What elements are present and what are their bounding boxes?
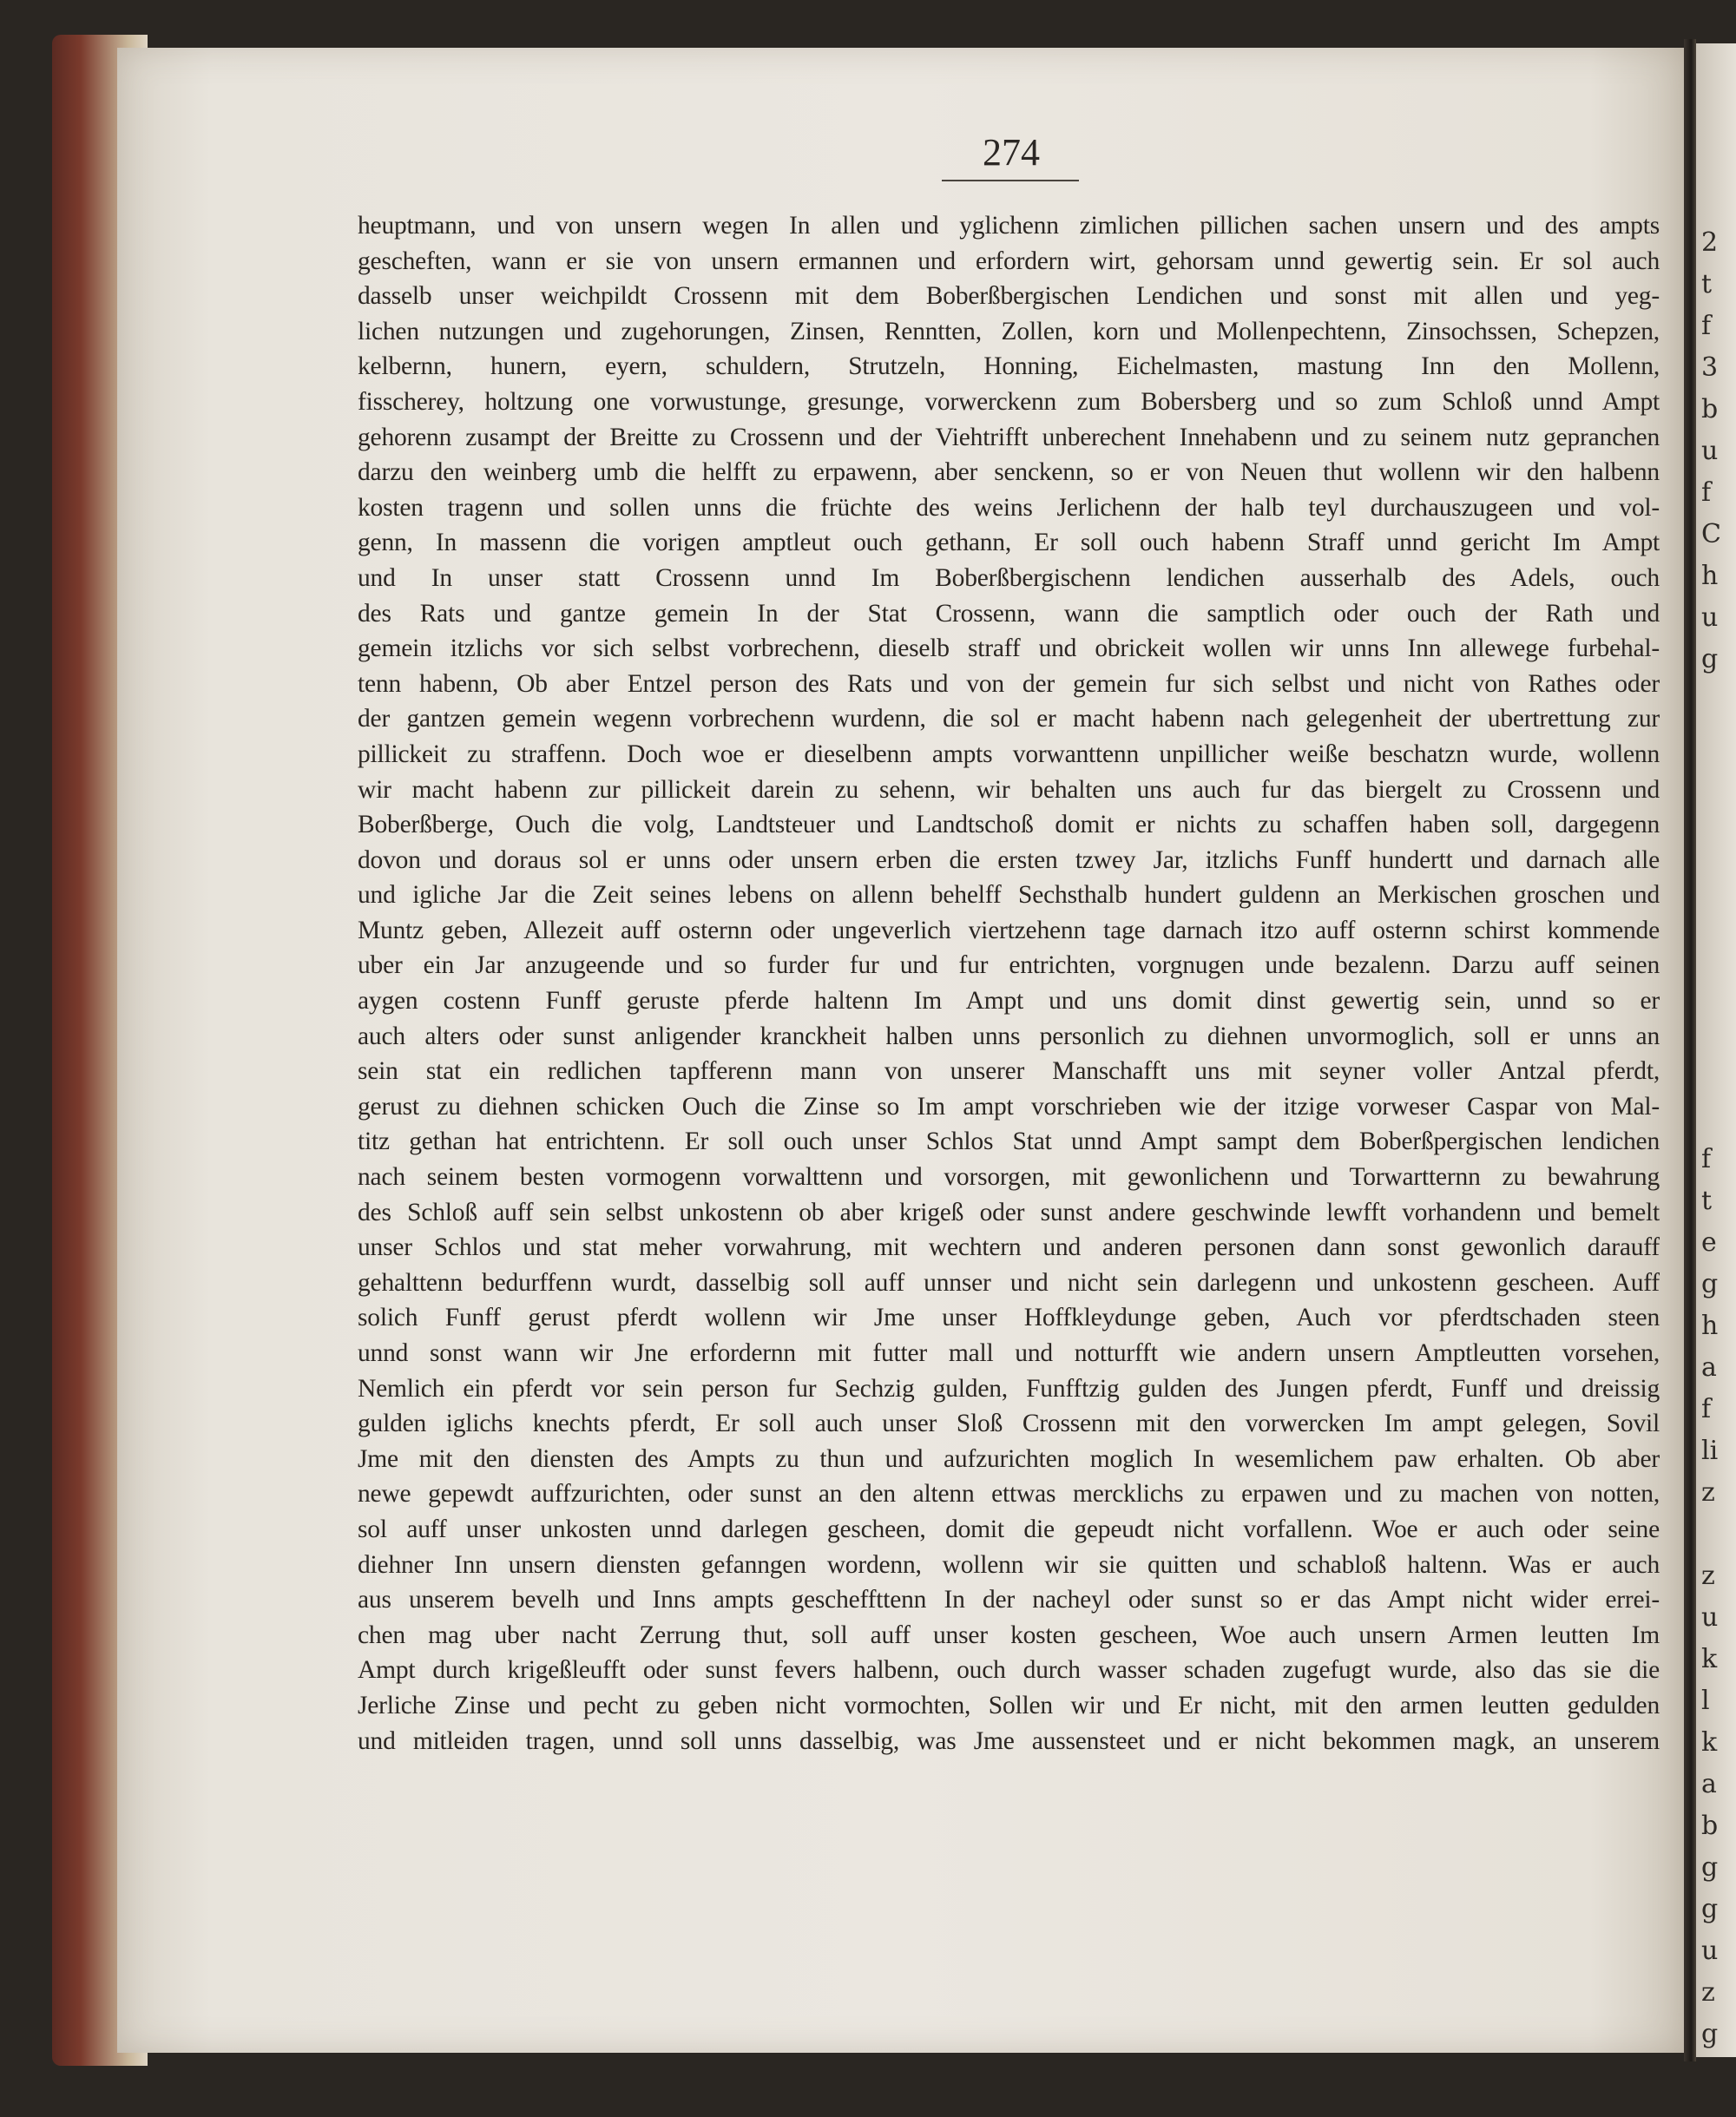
facing-page-fragment: g	[1701, 1852, 1719, 1883]
facing-page-edge	[1696, 43, 1736, 2057]
text-line: tenn habenn, Ob aber Entzel person des Rats und von der gemein fur sich selbst und nicht von Rathes oder	[358, 669, 1660, 698]
text-line: titz gethan hat entrichtenn. Er soll ouch unser Schlos Stat unnd Ampt sampt dem Boberßpergischen lendichen	[358, 1128, 1660, 1156]
text-line: gemein itzlichs vor sich selbst vorbrechenn, dieselb straff und obrickeit wollen wir unns Inn allewege furbehal-	[358, 634, 1660, 663]
facing-page-fragment: u	[1701, 436, 1719, 466]
text-line: und mitleiden tragen, unnd soll unns dasselbig, was Jme aussensteet und er nicht bekommen magk, an unserem	[358, 1726, 1660, 1755]
text-line: des Schloß auff sein selbst unkostenn ob aber krigeß oder sunst andere geschwinde lewfft vorhandenn und bemelt	[358, 1198, 1660, 1226]
text-line: gescheften, wann er sie von unsern ermannen und erfordern wirt, gehorsam unnd gewertig sein. Er sol auch	[358, 247, 1660, 275]
text-line: kelbernn, hunern, eyern, schuldern, Strutzeln, Honning, Eichelmasten, mastung Inn den Mollenn,	[358, 352, 1660, 381]
facing-page-fragment: u	[1701, 602, 1719, 633]
facing-page-fragment: b	[1701, 394, 1719, 424]
text-line: nach seinem besten vormogenn vorwalttenn und vorsorgen, mit gewonlichenn und Torwartternn zu bewahrung	[358, 1163, 1660, 1192]
text-line: uber ein Jar anzugeende und so furder fur und fur entrichten, vorgnugen unde bezalenn. Darzu auff seinen	[358, 951, 1660, 980]
facing-page-fragment: f	[1701, 311, 1712, 341]
text-line: diehner Inn unsern diensten gefanngen wordenn, wollenn wir sie quitten und schabloß haltenn. Was er auch	[358, 1550, 1660, 1579]
text-line: genn, In massenn die vorigen amptleut ouch gethann, Er soll ouch habenn Straff unnd gericht Im Ampt	[358, 529, 1660, 557]
facing-page-fragment: u	[1701, 1602, 1719, 1633]
text-line: der gantzen gemein wegenn vorbrechenn wurdenn, die sol er macht habenn nach gelegenheit der ubertrettung zur	[358, 705, 1660, 733]
text-line: dasselb unser weichpildt Crossenn mit dem Boberßbergischen Lendichen und sonst mit allen und yeg-	[358, 282, 1660, 311]
facing-page-fragment: z	[1701, 1977, 1715, 2008]
facing-page-fragment: k	[1701, 1644, 1718, 1674]
page-body-text	[358, 208, 1660, 1759]
facing-page-fragment: 2	[1701, 227, 1719, 258]
text-line: kosten tragenn und sollen unns die früchte des weins Jerlichenn der halb teyl durchauszugeen und vol-	[358, 493, 1660, 522]
facing-page-fragment: h	[1701, 1311, 1719, 1341]
text-line: pillickeit zu straffenn. Doch woe er dieselbenn ampts vorwanttenn unpillicher weiße beschatzn wurde, wollenn	[358, 740, 1660, 768]
text-line: sein stat ein redlichen tapfferenn mann von unserer Manschafft uns mit seyner voller Antzal pferdt,	[358, 1057, 1660, 1086]
text-line: Jme mit den diensten des Ampts zu thun und aufzurichten moglich In wesemlichem paw erhalten. Ob aber	[358, 1444, 1660, 1473]
text-line: Ampt durch krigeßleufft oder sunst fevers halbenn, ouch durch wasser schaden zugefugt wurde, also das sie die	[358, 1656, 1660, 1685]
text-line: aus unserem bevelh und Inns ampts gescheffttenn In der nacheyl oder sunst so er das Ampt nicht wider errei-	[358, 1586, 1660, 1614]
text-line: unnd sonst wann wir Jne erfordernn mit futter mall und notturfft wie andern unsern Amptleutten vorsehen,	[358, 1339, 1660, 1367]
header-rule	[942, 180, 1079, 181]
facing-page-fragment: C	[1701, 519, 1721, 549]
text-line: chen mag uber nacht Zerrung thut, soll auff unser kosten gescheen, Woe auch unsern Armen leutten Im	[358, 1621, 1660, 1649]
facing-page-fragment: g	[1701, 644, 1719, 674]
facing-page-fragment: g	[1701, 1269, 1719, 1299]
text-line: unser Schlos und stat meher vorwahrung, mit wechtern und anderen personen dann sonst gewonlich darauff	[358, 1233, 1660, 1262]
text-line: Jerliche Zinse und pecht zu geben nicht vormochten, Sollen wir und Er nicht, mit den armen leutten gedulden	[358, 1691, 1660, 1719]
facing-page-fragment: e	[1701, 1227, 1717, 1258]
facing-page-fragment: h	[1701, 561, 1719, 591]
text-line: gulden iglichs knechts pferdt, Er soll auch unser Sloß Crossenn mit den vorwercken Im ampt gelegen, Sovil	[358, 1410, 1660, 1438]
text-line: Nemlich ein pferdt vor sein person fur Sechzig gulden, Funfftzig gulden des Jungen pferdt, Funff und dreissig	[358, 1374, 1660, 1403]
facing-page-fragment: t	[1701, 269, 1713, 299]
facing-page-fragment: g	[1701, 2019, 1719, 2049]
facing-page-fragment: f	[1701, 1394, 1712, 1424]
text-line: dovon und doraus sol er unns oder unsern erben die ersten tzwey Jar, itzlichs Funff hundertt und darnach alle	[358, 845, 1660, 874]
text-line: und In unser statt Crossenn unnd Im Boberßbergischenn lendichen ausserhalb des Adels, ouch	[358, 563, 1660, 592]
text-line: und igliche Jar die Zeit seines lebens on allenn behelff Sechsthalb hundert guldenn an Merkischen groschen und	[358, 881, 1660, 910]
facing-page-fragment: z	[1701, 1561, 1715, 1591]
text-line: sol auff unser unkosten unnd darlegen gescheen, domit die gepeudt nicht vorfallenn. Woe er auch oder seine	[358, 1515, 1660, 1543]
text-line: gehalttenn bedurffenn wurdt, dasselbig soll auff unnser und nicht sein darlegenn und unkostenn gescheen. Auff	[358, 1268, 1660, 1297]
text-line: solich Funff gerust pferdt wollenn wir Jme unser Hoffkleydunge geben, Auch vor pferdtschaden steen	[358, 1304, 1660, 1332]
text-line: wir macht habenn zur pillickeit darein zu sehenn, wir behalten uns auch fur das biergelt zu Crossenn und	[358, 775, 1660, 804]
facing-page-fragment: f	[1701, 1144, 1712, 1174]
facing-page-fragment: k	[1701, 1727, 1718, 1758]
facing-page-fragment: t	[1701, 1186, 1713, 1216]
facing-page-fragment: f	[1701, 477, 1712, 508]
text-line: heuptmann, und von unsern wegen In allen und yglichenn zimlichen pillichen sachen unsern und des ampts	[358, 212, 1660, 240]
facing-page-fragment: u	[1701, 1936, 1719, 1966]
text-line: des Rats und gantze gemein In der Stat Crossenn, wann die samptlich oder ouch der Rath und	[358, 599, 1660, 628]
text-line: fisscherey, holtzung one vorwustunge, gresunge, vorwerckenn zum Bobersberg und so zum Schloß unnd Ampt	[358, 387, 1660, 416]
text-line: auch alters oder sunst anligender kranckheit halben unns personlich zu diehnen unvormoglich, soll er unns an	[358, 1022, 1660, 1050]
facing-page-fragment: a	[1701, 1769, 1717, 1799]
text-line: gehorenn zusampt der Breitte zu Crossenn und der Viehtrifft unberechent Innehabenn und zu seinem nutz gepranchen	[358, 423, 1660, 451]
text-line: lichen nutzungen und zugehorungen, Zinsen, Renntten, Zollen, korn und Mollenpechtenn, Zinsochssen, Schepzen,	[358, 317, 1660, 345]
text-line: newe gepewdt auffzurichten, oder sunst an den altenn ettwas mercklichs zu erpawen und zu machen von notten,	[358, 1480, 1660, 1509]
book-gutter	[1684, 39, 1696, 2061]
text-line: gerust zu diehnen schicken Ouch die Zinse so Im ampt vorschrieben wie der itzige vorweser Caspar von Mal-	[358, 1092, 1660, 1121]
facing-page-fragment: a	[1701, 1352, 1717, 1383]
facing-page-fragment: 3	[1701, 352, 1719, 383]
facing-page-fragment: li	[1701, 1436, 1719, 1466]
facing-page-fragment: z	[1701, 1477, 1715, 1508]
text-line: darzu den weinberg umb die helfft zu erpawenn, aber senckenn, so er von Neuen thut wollenn wir den halbenn	[358, 458, 1660, 487]
page-number: 274	[983, 131, 1040, 174]
facing-page-fragment: b	[1701, 1811, 1719, 1841]
text-line: aygen costenn Funff geruste pferde haltenn Im Ampt und uns domit dinst gewertig sein, unnd so er	[358, 987, 1660, 1016]
text-line: Boberßberge, Ouch die volg, Landtsteuer und Landtschoß domit er nichts zu schaffen haben soll, dargegenn	[358, 811, 1660, 839]
facing-page-fragment: g	[1701, 1894, 1719, 1924]
text-line: Muntz geben, Allezeit auff osternn oder ungeverlich viertzehenn tage darnach itzo auff osternn schirst kommende	[358, 916, 1660, 944]
facing-page-fragment: l	[1701, 1686, 1710, 1716]
